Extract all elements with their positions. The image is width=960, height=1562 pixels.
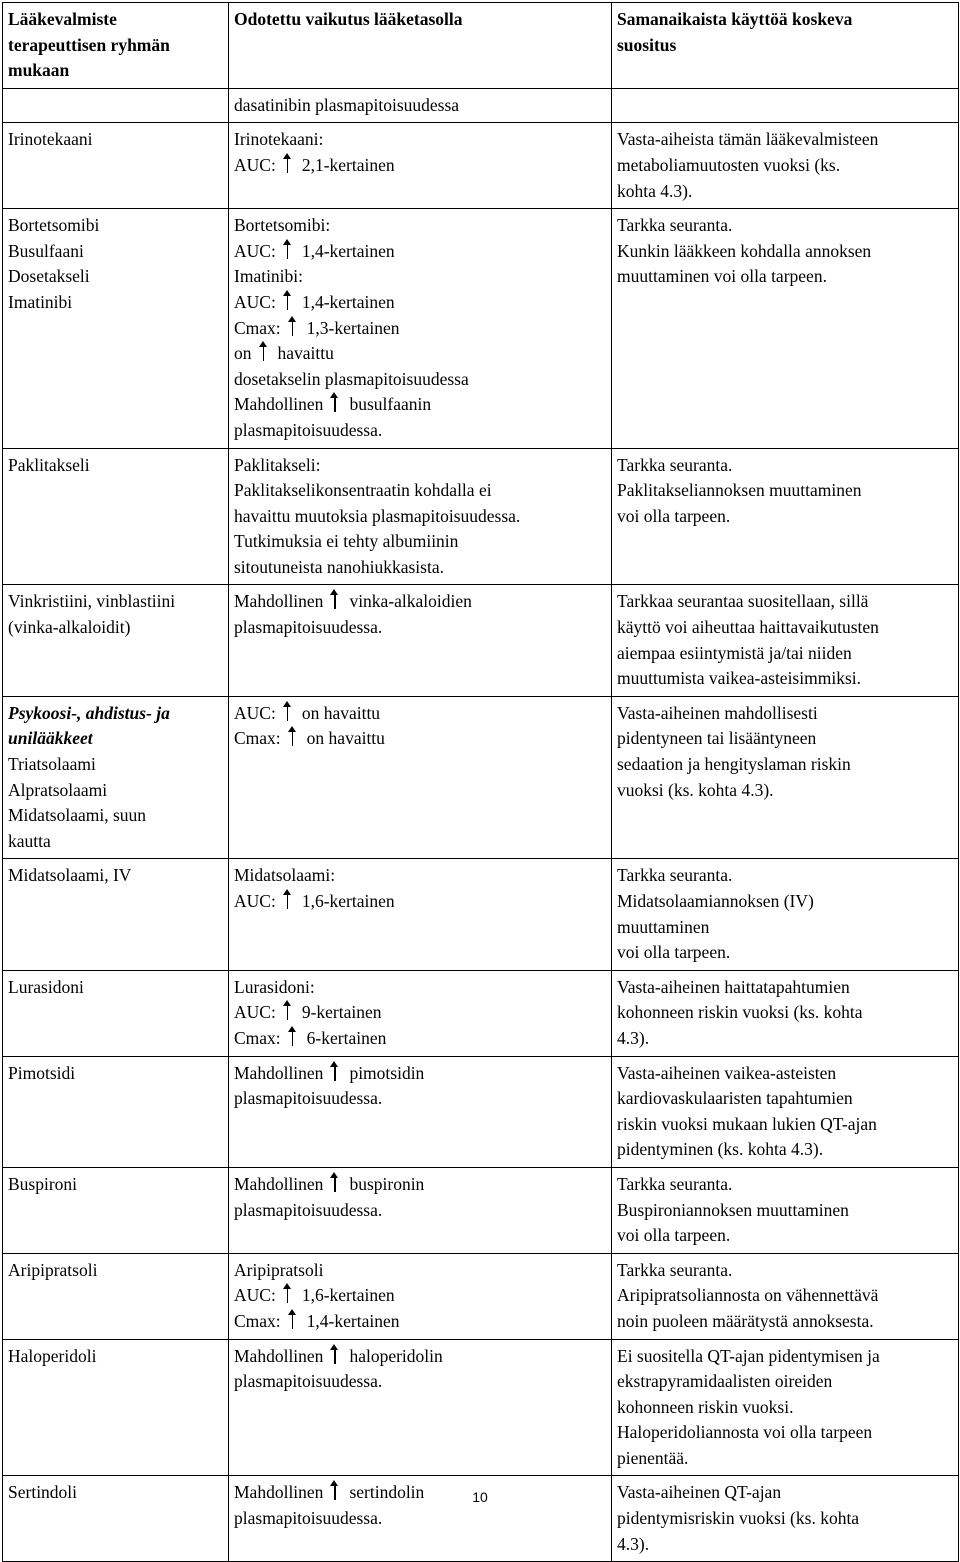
interaction-table	[2, 2, 959, 1562]
effect-cell	[229, 88, 612, 123]
effect-line: Mahdollinen vinka-alkaloidien	[234, 591, 472, 612]
drug-cell	[3, 88, 229, 123]
effect-line: AUC: 1,6-kertainen	[234, 1285, 395, 1306]
drug-name: Midatsolaami, suun	[8, 805, 147, 826]
recommendation-line: Aripipratsoliannosta on vähennettävä	[617, 1285, 879, 1306]
table-row	[3, 209, 959, 448]
effect-line: Mahdollinen busulfaanin	[234, 394, 432, 415]
effect-line: Tutkimuksia ei tehty albumiinin	[234, 531, 459, 552]
recommendation-line: metaboliamuutosten vuoksi (ks.	[617, 154, 841, 175]
cell-text: busulfaanin	[349, 394, 432, 415]
recommendation-cell	[612, 209, 959, 448]
header-text-line: Lääkevalmiste	[8, 9, 117, 29]
recommendation-line: ekstrapyramidaalisten oireiden	[617, 1371, 833, 1392]
header-recommendation	[612, 3, 959, 89]
recommendation-cell	[612, 1253, 959, 1339]
recommendation-line: Kunkin lääkkeen kohdalla annoksen	[617, 240, 872, 261]
up-arrow-icon	[329, 1172, 342, 1192]
cell-text: 2,1-kertainen	[301, 154, 395, 175]
recommendation-line: Vasta-aiheinen mahdollisesti	[617, 702, 818, 723]
up-arrow-icon	[282, 1000, 295, 1020]
drug-cell	[3, 1253, 229, 1339]
table-row	[3, 970, 959, 1056]
page-number: 10	[472, 1489, 488, 1505]
effect-cell	[229, 859, 612, 970]
drug-cell	[3, 123, 229, 209]
cell-text: 1,4-kertainen	[301, 291, 395, 312]
recommendation-line: riskin vuoksi mukaan lukien QT-ajan	[617, 1113, 877, 1134]
effect-cell	[229, 209, 612, 448]
header-text-line: mukaan	[8, 60, 70, 81]
drug-cell	[3, 209, 229, 448]
up-arrow-icon	[329, 392, 342, 412]
drug-name: Triatsolaami	[8, 754, 96, 775]
drug-name: Pimotsidi	[8, 1062, 76, 1083]
effect-line: Mahdollinen buspironin	[234, 1173, 425, 1194]
recommendation-line: Vasta-aiheinen vaikea-asteisten	[617, 1062, 837, 1083]
effect-cell	[229, 1253, 612, 1339]
cell-text: haloperidolin	[349, 1345, 443, 1366]
effect-line: AUC: 1,4-kertainen	[234, 240, 395, 261]
table-row	[3, 859, 959, 970]
effect-line: Cmax: 1,4-kertainen	[234, 1310, 400, 1331]
drug-name: Aripipratsoli	[8, 1259, 98, 1280]
recommendation-line: kohta 4.3).	[617, 180, 693, 201]
recommendation-line: Vasta-aiheista tämän lääkevalmisteen	[617, 129, 879, 150]
effect-line: Midatsolaami:	[234, 865, 336, 886]
recommendation-cell	[612, 970, 959, 1056]
recommendation-line: vuoksi (ks. kohta 4.3).	[617, 779, 774, 800]
drug-name: Dosetakseli	[8, 266, 90, 287]
recommendation-line: pienentää.	[617, 1447, 689, 1468]
table-row	[3, 1339, 959, 1476]
recommendation-line: Buspironiannoksen muuttaminen	[617, 1199, 849, 1220]
recommendation-line: muuttaminen voi olla tarpeen.	[617, 266, 827, 287]
up-arrow-icon	[329, 589, 342, 609]
recommendation-line: pidentyminen (ks. kohta 4.3).	[617, 1139, 824, 1160]
recommendation-line: muuttumista vaikea-asteisimmiksi.	[617, 668, 861, 689]
drug-name: (vinka-alkaloidit)	[8, 617, 131, 638]
up-arrow-icon	[329, 1061, 342, 1081]
effect-line: plasmapitoisuudessa.	[234, 617, 383, 638]
recommendation-line: Haloperidoliannosta voi olla tarpeen	[617, 1422, 873, 1443]
recommendation-line: kohonneen riskin vuoksi (ks. kohta	[617, 1002, 863, 1023]
cell-text: pimotsidin	[349, 1062, 425, 1083]
effect-cell	[229, 448, 612, 585]
cell-text: on havaittu	[301, 702, 381, 723]
up-arrow-icon	[287, 1026, 300, 1046]
up-arrow-icon	[282, 889, 295, 909]
recommendation-line: Ei suositella QT-ajan pidentymisen ja	[617, 1345, 880, 1366]
drug-cell	[3, 859, 229, 970]
effect-line: plasmapitoisuudessa.	[234, 419, 383, 440]
drug-name: Imatinibi	[8, 291, 73, 312]
drug-cell	[3, 696, 229, 859]
recommendation-cell	[612, 1339, 959, 1476]
effect-line: Cmax: on havaittu	[234, 728, 385, 749]
header-text-line: suositus	[617, 34, 677, 55]
effect-line: Paklitakselikonsentraatin kohdalla ei	[234, 480, 492, 501]
drug-name: Paklitakseli	[8, 454, 90, 475]
cell-text: on havaittu	[306, 728, 385, 749]
drug-name: Midatsolaami, IV	[8, 865, 132, 886]
effect-line: Lurasidoni:	[234, 976, 315, 997]
drug-group-heading: unilääkkeet	[8, 728, 93, 749]
recommendation-line: aiempaa esiintymistä ja/tai niiden	[617, 642, 852, 663]
up-arrow-icon	[282, 1283, 295, 1303]
up-arrow-icon	[282, 153, 295, 173]
recommendation-line: Tarkkaa seurantaa suositellaan, sillä	[617, 591, 869, 612]
recommendation-line: Tarkka seuranta.	[617, 1173, 733, 1194]
drug-cell	[3, 448, 229, 585]
recommendation-line: Vasta-aiheinen haittatapahtumien	[617, 976, 850, 997]
effect-cell	[229, 1339, 612, 1476]
header-text-line: Samanaikaista käyttöä koskeva	[617, 9, 853, 29]
recommendation-cell	[612, 123, 959, 209]
recommendation-line: noin puoleen määrätystä annoksesta.	[617, 1310, 874, 1331]
cell-text: buspironin	[349, 1173, 425, 1194]
cell-text: 1,6-kertainen	[301, 1285, 395, 1306]
drug-name: Lurasidoni	[8, 976, 84, 997]
recommendation-cell	[612, 1056, 959, 1167]
drug-name: Bortetsomibi	[8, 215, 100, 236]
recommendation-line: Paklitakseliannoksen muuttaminen	[617, 480, 862, 501]
recommendation-line: voi olla tarpeen.	[617, 505, 731, 526]
effect-line: AUC: 1,4-kertainen	[234, 291, 395, 312]
effect-cell	[229, 123, 612, 209]
header-drug-group	[3, 3, 229, 89]
up-arrow-icon	[287, 726, 300, 746]
cell-text: 1,4-kertainen	[306, 1310, 400, 1331]
effect-cell	[229, 1167, 612, 1253]
table-row	[3, 88, 959, 123]
table-row	[3, 1167, 959, 1253]
recommendation-cell	[612, 859, 959, 970]
recommendation-line: käyttö voi aiheuttaa haittavaikutusten	[617, 617, 879, 638]
header-text-line: Odotettu vaikutus lääketasolla	[234, 9, 463, 29]
effect-cell	[229, 696, 612, 859]
recommendation-line: Tarkka seuranta.	[617, 1259, 733, 1280]
up-arrow-icon	[258, 341, 271, 361]
effect-line: plasmapitoisuudessa.	[234, 1371, 383, 1392]
up-arrow-icon	[287, 316, 300, 336]
effect-line: Bortetsomibi:	[234, 215, 331, 236]
table-row	[3, 123, 959, 209]
recommendation-cell	[612, 448, 959, 585]
up-arrow-icon	[282, 290, 295, 310]
recommendation-line: Tarkka seuranta.	[617, 215, 733, 236]
up-arrow-icon	[329, 1344, 342, 1364]
recommendation-line: Vasta-aiheinen QT-ajan	[617, 1482, 782, 1503]
up-arrow-icon	[282, 239, 295, 259]
cell-text: 1,3-kertainen	[306, 317, 400, 338]
effect-cell	[229, 1056, 612, 1167]
effect-line: plasmapitoisuudessa.	[234, 1199, 383, 1220]
effect-line: Mahdollinen pimotsidin	[234, 1062, 425, 1083]
table-row	[3, 1253, 959, 1339]
recommendation-line: kohonneen riskin vuoksi.	[617, 1396, 794, 1417]
drug-group-heading: Psykoosi-, ahdistus- ja	[8, 702, 170, 723]
recommendation-line: 4.3).	[617, 1533, 650, 1554]
effect-line: sitoutuneista nanohiukkasista.	[234, 556, 444, 577]
effect-line: dasatinibin plasmapitoisuudessa	[234, 94, 460, 115]
drug-name: Busulfaani	[8, 240, 84, 261]
drug-name: Irinotekaani	[8, 129, 93, 150]
table-row	[3, 585, 959, 696]
drug-name: Haloperidoli	[8, 1345, 97, 1366]
recommendation-line: voi olla tarpeen.	[617, 1225, 731, 1246]
effect-line: on havaittu	[234, 343, 334, 364]
effect-line: AUC: 9-kertainen	[234, 1002, 382, 1023]
drug-name: Vinkristiini, vinblastiini	[8, 591, 176, 612]
recommendation-line: pidentymisriskin vuoksi (ks. kohta	[617, 1508, 860, 1529]
drug-cell	[3, 1167, 229, 1253]
drug-cell	[3, 1056, 229, 1167]
cell-text: sertindolin	[349, 1482, 425, 1503]
table-body	[3, 88, 959, 1561]
effect-line: AUC: 1,6-kertainen	[234, 891, 395, 911]
table-header-row	[3, 3, 959, 89]
table-row	[3, 696, 959, 859]
cell-text: 6-kertainen	[306, 1027, 387, 1048]
effect-line: plasmapitoisuudessa.	[234, 1508, 383, 1529]
recommendation-line: Tarkka seuranta.	[617, 865, 733, 886]
recommendation-line: Midatsolaamiannoksen (IV)	[617, 891, 814, 911]
up-arrow-icon	[287, 1309, 300, 1329]
recommendation-line: voi olla tarpeen.	[617, 942, 731, 963]
effect-line: Cmax: 6-kertainen	[234, 1027, 387, 1048]
effect-line: Mahdollinen haloperidolin	[234, 1345, 443, 1366]
effect-cell	[229, 585, 612, 696]
effect-line: AUC: on havaittu	[234, 702, 381, 723]
cell-text: 9-kertainen	[301, 1002, 382, 1023]
drug-name: Sertindoli	[8, 1482, 78, 1503]
recommendation-line: muuttaminen	[617, 916, 710, 937]
cell-text: 1,4-kertainen	[301, 240, 395, 261]
up-arrow-icon	[282, 701, 295, 721]
recommendation-line: 4.3).	[617, 1027, 650, 1048]
recommendation-line: Tarkka seuranta.	[617, 454, 733, 475]
drug-name: kautta	[8, 830, 51, 851]
cell-text: 1,6-kertainen	[301, 891, 395, 911]
table-row	[3, 1056, 959, 1167]
drug-cell	[3, 585, 229, 696]
header-text-line: terapeuttisen ryhmän	[8, 34, 170, 55]
drug-name: Alpratsolaami	[8, 779, 108, 800]
effect-line: dosetakselin plasmapitoisuudessa	[234, 368, 469, 389]
recommendation-cell	[612, 696, 959, 859]
effect-line: Imatinibi:	[234, 266, 304, 287]
drug-name: Buspironi	[8, 1173, 78, 1194]
effect-line: Mahdollinen sertindolin	[234, 1482, 425, 1503]
drug-cell	[3, 1339, 229, 1476]
effect-line: AUC: 2,1-kertainen	[234, 154, 395, 175]
effect-line: Paklitakseli:	[234, 454, 321, 475]
drug-cell	[3, 970, 229, 1056]
recommendation-cell	[612, 1167, 959, 1253]
effect-line: Aripipratsoli	[234, 1259, 324, 1280]
recommendation-line: kardiovaskulaaristen tapahtumien	[617, 1088, 853, 1109]
effect-line: Cmax: 1,3-kertainen	[234, 317, 400, 338]
effect-cell	[229, 970, 612, 1056]
recommendation-line: sedaation ja hengityslaman riskin	[617, 754, 851, 775]
recommendation-line: pidentyneen tai lisääntyneen	[617, 728, 817, 749]
cell-text: vinka-alkaloidien	[349, 591, 472, 612]
header-expected-effect	[229, 3, 612, 89]
effect-line: Irinotekaani:	[234, 129, 324, 150]
effect-line: havaittu muutoksia plasmapitoisuudessa.	[234, 505, 521, 526]
recommendation-cell	[612, 585, 959, 696]
effect-line: plasmapitoisuudessa.	[234, 1088, 383, 1109]
cell-text: havaittu	[277, 343, 334, 364]
recommendation-cell	[612, 88, 959, 123]
table-row	[3, 448, 959, 585]
